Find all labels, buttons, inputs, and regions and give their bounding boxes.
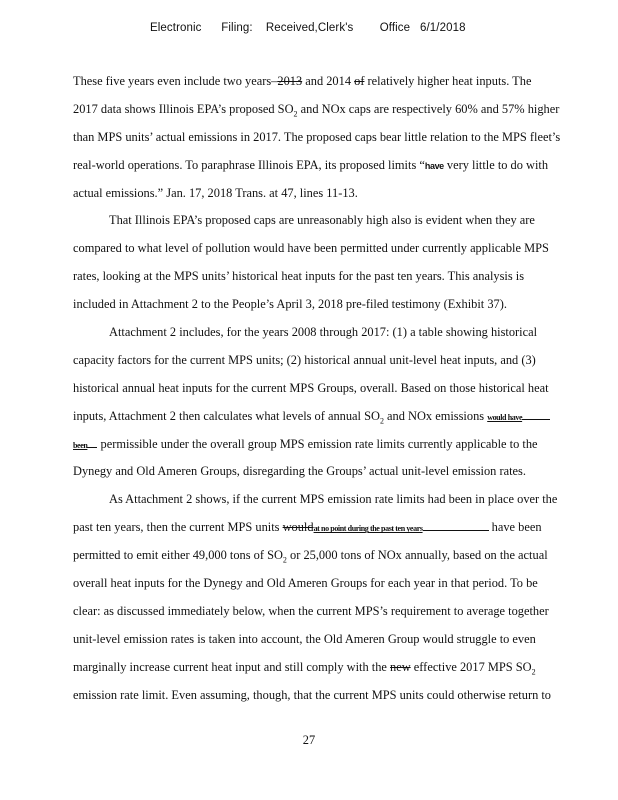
inserted-text: have: [424, 160, 444, 171]
underline-blank: [522, 407, 550, 420]
text-line: [73, 68, 593, 96]
underline-blank: [423, 518, 489, 531]
inserted-text: would have: [487, 412, 523, 422]
struck-text: 2013: [277, 74, 303, 88]
inserted-text: been: [73, 440, 88, 450]
text-line: [73, 96, 593, 124]
filing-header: Electronic Filing: Received,Clerk's Office 6/1/2018: [150, 22, 466, 34]
text-line: overall heat inputs for the Dynegy and Old Ameren Groups for each year in that period. To be: [73, 576, 538, 591]
text-line: [73, 682, 593, 710]
text-line: Dynegy and Old Ameren Groups, disregarding the Groups’ actual unit-level emission rates.: [73, 464, 526, 479]
text-span: 2017 data shows Illinois EPA’s proposed SO: [73, 101, 294, 116]
text-line: [73, 542, 593, 570]
text-line: unit-level emission rates is taken into account, the Old Ameren Group would struggle to even: [73, 631, 536, 646]
text-line: [73, 486, 593, 514]
subscript: 2: [282, 555, 287, 565]
text-line: capacity factors for the current MPS units; (2) historical annual unit-level heat inputs, and (3): [73, 352, 536, 367]
page-number: 27: [302, 733, 316, 747]
text-line: historical annual heat inputs for the current MPS Groups, overall. Based on those historical heat: [73, 380, 549, 395]
text-span: Even assuming, though, that the current MPS units could otherwise return to: [168, 687, 552, 702]
text-line: included in Attachment 2 to the People’s April 3, 2018 pre-filed testimony (Exhibit 37).: [73, 297, 507, 312]
text-span: permissible under the overall group MPS emission rate limits currently applicable to the: [97, 436, 538, 451]
struck-text: would: [282, 520, 314, 535]
text-span: real-world operations. To paraphrase Illinois EPA, its proposed limits “: [73, 157, 425, 172]
text-span: very little to do with: [443, 157, 549, 172]
text-span: marginally increase current heat input and still comply with the: [73, 659, 391, 674]
text-line: [73, 514, 593, 542]
text-line: [73, 654, 593, 682]
text-line: [73, 319, 593, 347]
text-line: [73, 152, 593, 180]
text-span: These five years even include two years–: [73, 74, 278, 88]
text-line: [73, 431, 593, 459]
struck-text: of: [354, 74, 365, 88]
text-span: That Illinois EPA’s proposed caps are unreasonably high also is evident when they are: [109, 213, 535, 228]
text-line: compared to what level of pollution would have been permitted under currently applicable MPS: [73, 241, 549, 256]
text-span: and NOx caps are respectively 60% and 57% higher: [297, 101, 560, 116]
subscript: 2: [531, 667, 536, 677]
text-span: emission rate limit.: [73, 687, 169, 702]
subscript: 2: [293, 109, 298, 119]
text-span: or 25,000 tons of NOx annually, based on the actual: [286, 548, 548, 563]
text-line: [73, 403, 593, 431]
document-body: [73, 68, 593, 709]
text-span: Attachment 2 includes, for the years 2008 through 2017: (1) a table showing historical: [109, 325, 538, 340]
text-span: permitted to emit either 49,000 tons of SO: [73, 548, 283, 563]
text-span: As Attachment 2 shows, if the current MPS emission rate limits had been in place over the: [109, 492, 558, 507]
text-line: [73, 207, 593, 235]
text-line: than MPS units’ actual emissions in 2017. The proposed caps bear little relation to the MPS fleet’s: [73, 129, 561, 144]
struck-text: new: [390, 659, 411, 674]
text-span: relatively higher heat inputs. The: [364, 74, 532, 88]
text-line: actual emissions.” Jan. 17, 2018 Trans. at 47, lines 11-13.: [73, 185, 358, 200]
text-span: past ten years, then the current MPS units: [73, 520, 283, 535]
underline-blank: [87, 435, 97, 448]
text-line: clear: as discussed immediately below, when the current MPS’s requirement to average together: [73, 603, 549, 618]
text-line: rates, looking at the MPS units’ historical heat inputs for the past ten years. This analysis is: [73, 269, 525, 284]
text-span: and 2014: [302, 74, 355, 88]
text-span: and NOx emissions: [383, 408, 488, 423]
text-span: inputs, Attachment 2 then calculates what levels of annual SO: [73, 408, 380, 423]
subscript: 2: [379, 416, 384, 426]
text-span: have been: [488, 520, 542, 535]
text-span: effective 2017 MPS SO: [410, 659, 532, 674]
inserted-text: at no point during the past ten years: [313, 524, 423, 534]
